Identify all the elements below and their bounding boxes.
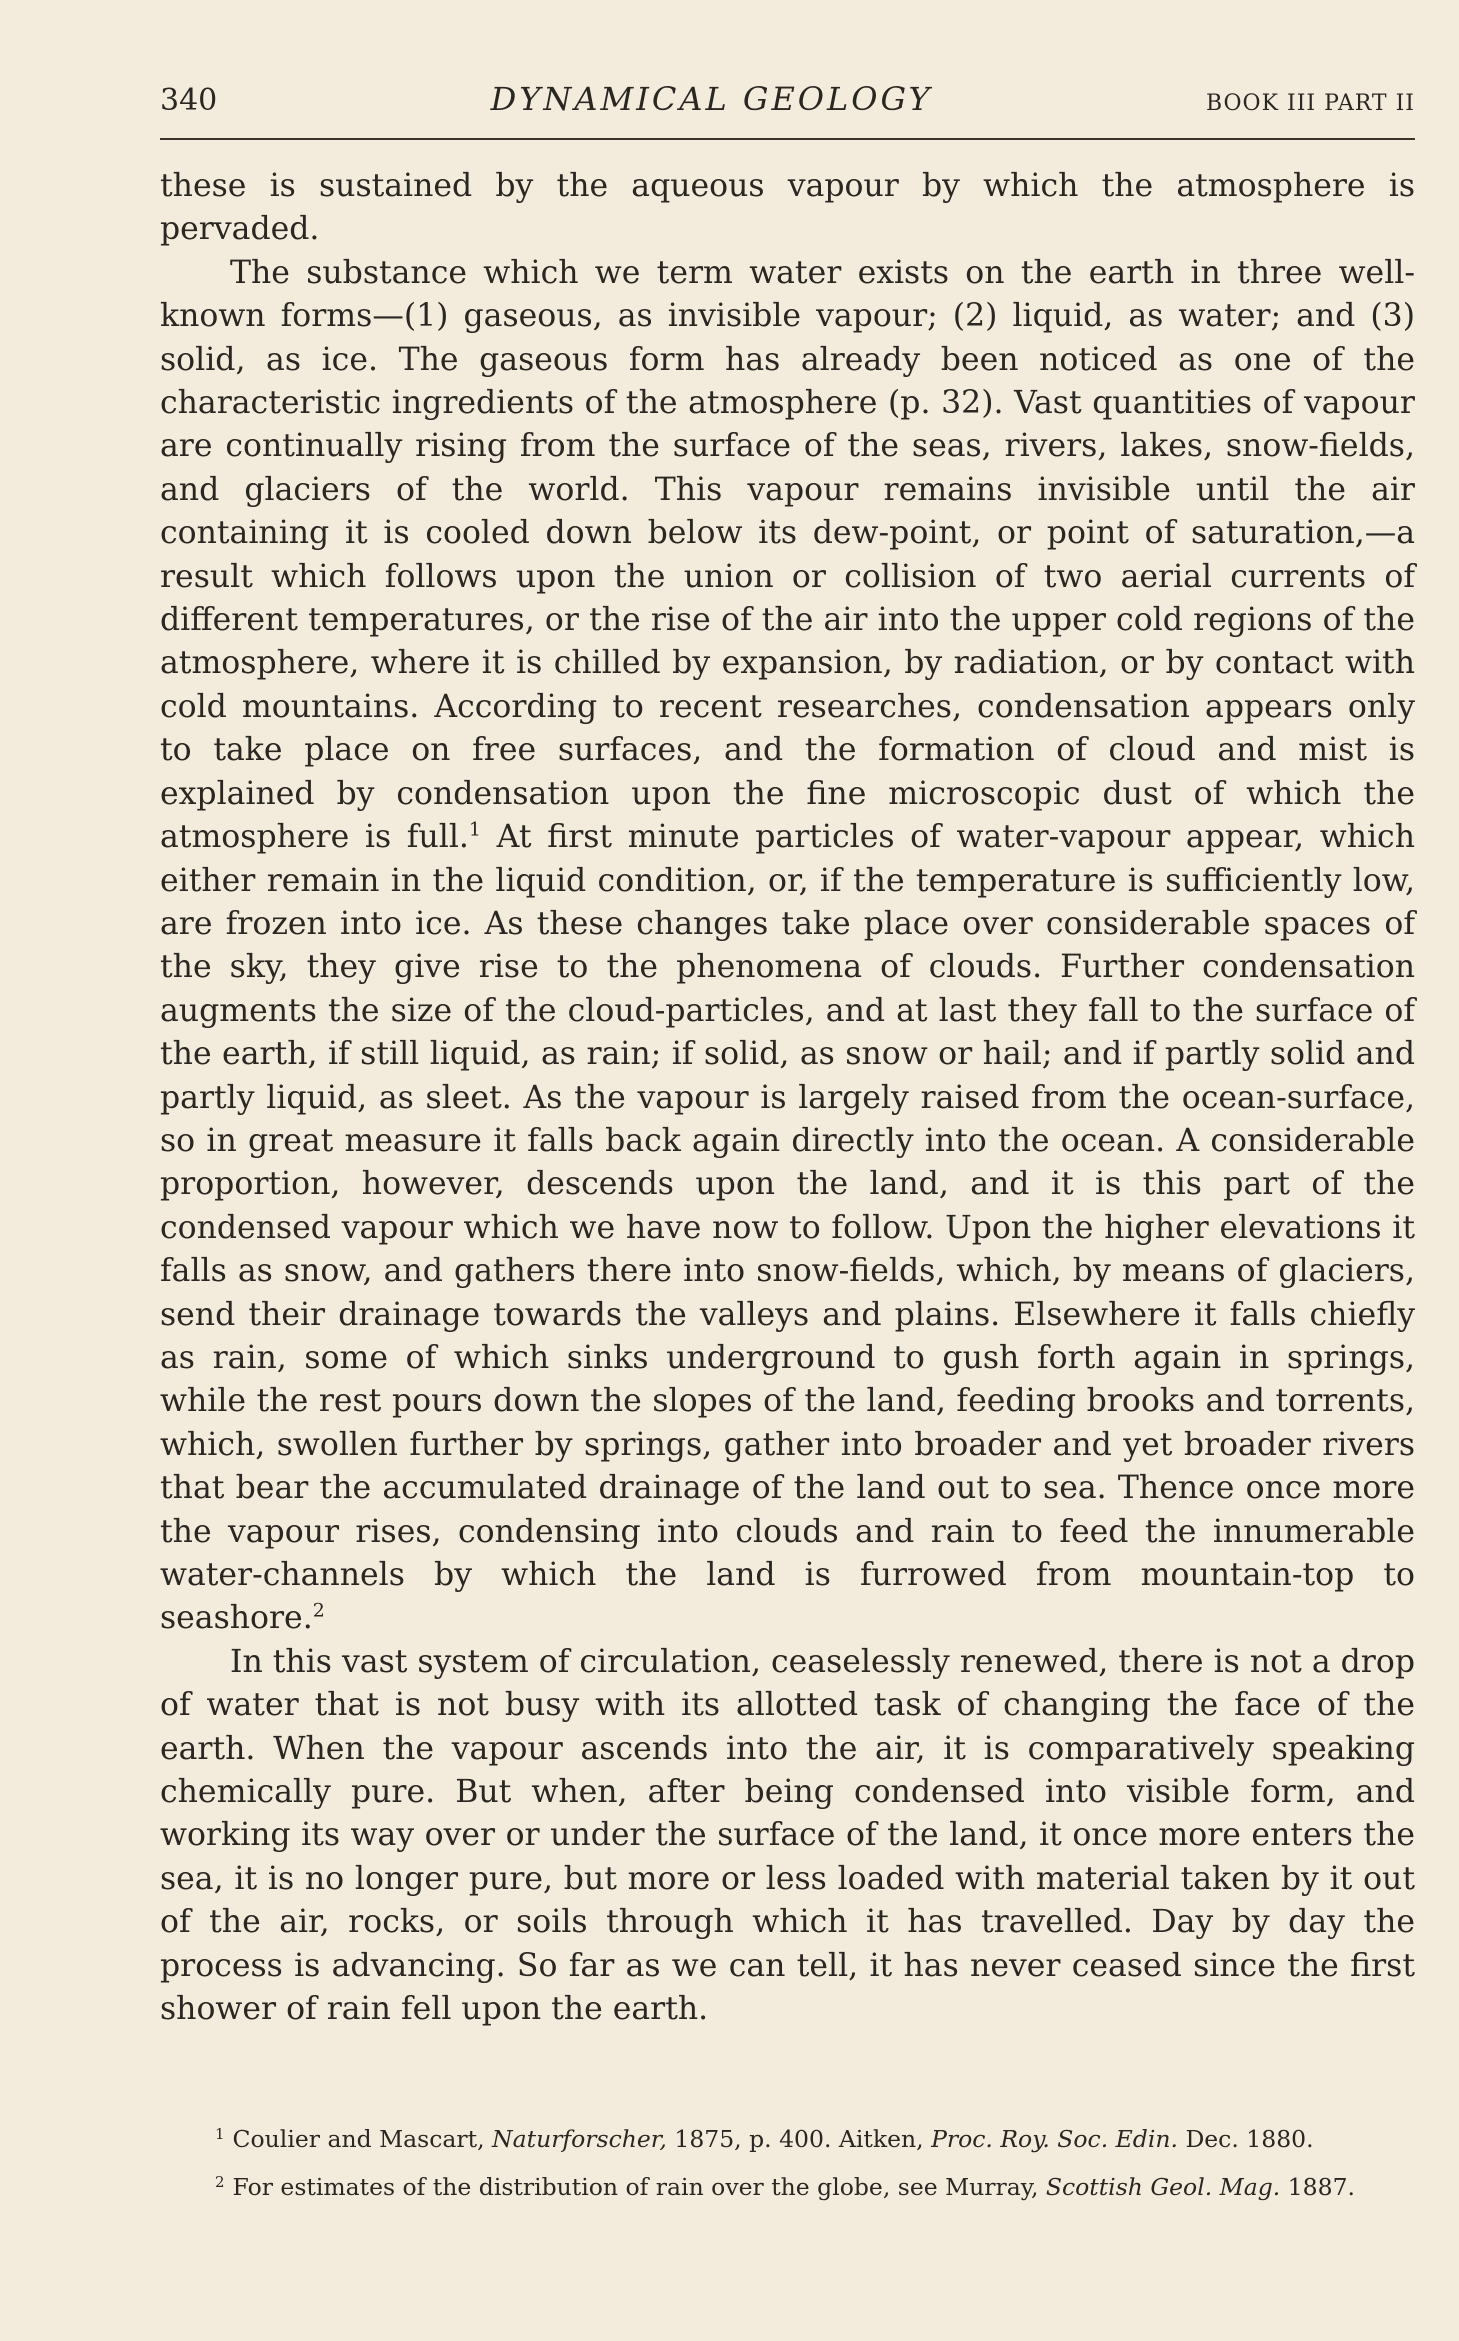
running-header — [160, 80, 1415, 140]
footnote-text: For estimates of the distribution of rain over the globe, see Murray, — [232, 2173, 1046, 2201]
footnote-2 — [160, 2166, 1415, 2204]
footnotes — [160, 2118, 1415, 2214]
footnote-ref-2: 2 — [312, 1599, 325, 1622]
paragraph-circulation: In this vast system of circulation, ceaselessly renewed, there is not a drop of water that is not busy with its allotted task of changing the face of the earth. When the vapour ascends into the air, it is comparatively speaking chemically pure. But when, after being condensed into visible form, and working its way over or under the surface of the land, it once more enters the sea, it is no longer pure, but more or less loaded with material taken by it out of the air, rocks, or soils through which it has travelled. Day by day the process is advancing. So far as we can tell, it has never ceased since the first shower of rain fell upon the earth. — [160, 1643, 1415, 2028]
paragraph-continued: these is sustained by the aqueous vapour by which the atmosphere is pervaded. — [160, 168, 1415, 248]
paragraph-text: At first minute particles of water-vapour appear, which either remain in the liquid condition, or, if the temperature is sufficiently low, are frozen into ice. As these changes take place over considerable spaces of the sky, they give rise to the phenomena of clouds. Further condensation augments the size of the cloud-particles, and at last they fall to the surface of the earth, if still liquid, as rain; if solid, as snow or hail; and if partly solid and partly liquid, as sleet. As the vapour is largely raised from the ocean-surface, so in great measure it falls back again directly into the ocean. A considerable proportion, however, descends upon the land, and it is this part of the condensed vapour which we have now to follow. Upon the higher elevations it falls as snow, and gathers there into snow-fields, which, by means of glaciers, send their drainage towards the valleys and plains. Elsewhere it falls chiefly as rain, some of which sinks underground to gush forth again in springs, while the rest pours down the slopes of the land, feeding brooks and torrents, which, swollen further by springs, gather into broader and yet broader rivers that bear the accumulated drainage of the land out to sea. Thence once more the vapour rises, condensing into clouds and rain to feed the innumerable water-channels by which the land is furrowed from mountain-top to seashore. — [160, 819, 1415, 1637]
footnote-italic: Proc. Roy. Soc. Edin. — [931, 2125, 1178, 2153]
footnote-text: 1887. — [1280, 2173, 1355, 2201]
paragraph-water-forms — [160, 252, 1415, 1641]
footnote-1 — [160, 2118, 1415, 2156]
footnote-text: Dec. 1880. — [1177, 2125, 1314, 2153]
running-title: DYNAMICAL GEOLOGY — [490, 80, 933, 118]
page-number: 340 — [160, 83, 218, 118]
footnote-mark: 2 — [215, 2173, 225, 2191]
body-text — [160, 165, 1415, 2031]
footnote-ref-1: 1 — [468, 818, 482, 841]
footnote-italic: Naturforscher, — [492, 2125, 667, 2153]
footnote-text: Coulier and Mascart, — [232, 2125, 493, 2153]
footnote-text: 1875, p. 400. Aitken, — [666, 2125, 932, 2153]
paragraph-text: The substance which we term water exists on the earth in three well-known forms—(1) gaseous, as invisible vapour; (2) liquid, as water; and (3) solid, as ice. The gaseous form has already been noticed as one of the characteristic ingredients of the atmosphere (p. 32). Vast quantities of vapour are continually rising from the surface of the seas, rivers, lakes, snow-fields, and glaciers of the world. This vapour remains invisible until the air containing it is cooled down below its dew-point, or point of saturation,—a result which follows upon the union or collision of two aerial currents of different temperatures, or the rise of the air into the upper cold regions of the atmosphere, where it is chilled by expansion, by radiation, or by contact with cold mountains. According to recent researches, condensation appears only to take place on free surfaces, and the formation of cloud and mist is explained by condensation upon the fine microscopic dust of which the atmosphere is full. — [160, 254, 1415, 856]
footnote-italic: Scottish Geol. Mag. — [1045, 2173, 1281, 2201]
footnote-mark: 1 — [215, 2125, 225, 2143]
book-part: BOOK III PART II — [1205, 91, 1415, 116]
